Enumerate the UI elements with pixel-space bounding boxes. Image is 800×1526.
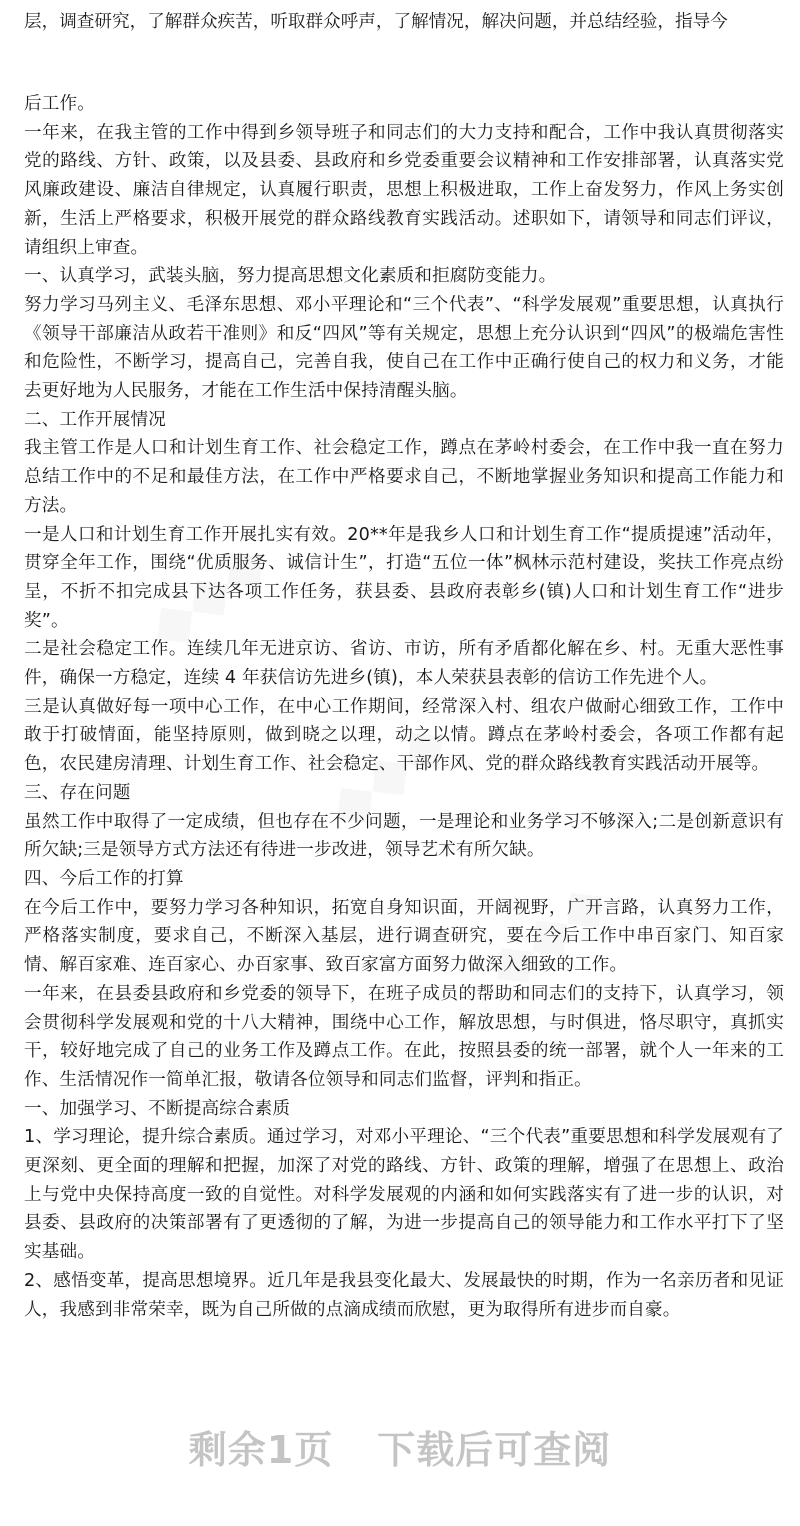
watermark: ◆◆◆ [133,526,281,662]
section-heading: 三、存在问题 [24,782,131,803]
download-prompt-banner[interactable] [0,1420,800,1480]
paragraph: 二是社会稳定工作。连续几年无进京访、省访、市访，所有矛盾都化解在乡、村。无重大恶性事件，确保一方稳定，连续 4 年获信访先进乡(镇)，本人荣获县表彰的信访工作先进个人。 [24,639,784,689]
paragraph: 1、学习理论，提升综合素质。通过学习，对邓小平理论、“三个代表”重要思想和科学发展观有了更深刻、更全面的理解和把握，加深了对党的路线、方针、政策的理解，增强了在思想上、政治上与党中央保持高度一致的自觉性。对科学发展观的内涵和如何实践落实有了进一步的认识，对县委、县政府的决策部署有了更透彻的了解，为进一步提高自己的领导能力和工作水平打下了坚实基础。 [24,1127,784,1263]
paragraph: 三是认真做好每一项中心工作，在中心工作期间，经常深入村、组农户做耐心细致工作，工作中敢于打破情面，能坚持原则，做到晓之以理，动之以情。蹲点在茅岭村委会，各项工作都有起色，农民建房清理、计划生育工作、社会稳定、干部作风、党的群众路线教育实践活动开展等。 [24,696,784,775]
remaining-pages-label: 剩余1页 [188,1428,334,1472]
section-heading: 一、认真学习，武装头脑，努力提高思想文化素质和拒腐防变能力。 [24,266,557,287]
section-heading: 二、工作开展情况 [24,409,166,430]
paragraph: 我主管工作是人口和计划生育工作、社会稳定工作，蹲点在茅岭村委会，在工作中我一直在努力总结工作中的不足和最佳方法，在工作中严格要求自己，不断地掌握业务知识和提高工作能力和方法。 [24,438,784,516]
paragraph: 后工作。 [24,94,95,114]
watermark: ◆◆◆ [313,706,461,842]
download-to-view-label: 下载后可查阅 [377,1428,612,1472]
paragraph: 一年来，在县委县政府和乡党委的领导下，在班子成员的帮助和同志们的支持下，认真学习，领会贯彻科学发展观和党的十八大精神，围绕中心工作，解放思想，与时俱进，恪尽职守，真抓实干，较好地完成了自己的业务工作及蹲点工作。在此，按照县委的统一部署，就个人一年来的工作、生活情况作一简单汇报，敬请各位领导和同志们监督，评判和指正。 [24,983,784,1090]
section-heading: 四、今后工作的打算 [24,868,184,889]
paragraph: 2、感悟变革，提高思想境界。近几年是我县变化最大、发展最快的时期，作为一名亲历者和见证人，我感到非常荣幸，既为自己所做的点滴成绩而欣慰，更为取得所有进步而自豪。 [24,1270,784,1320]
paragraph: 在今后工作中，要努力学习各种知识，拓宽自身知识面，开阔视野，广开言路，认真努力工作，严格落实制度，要求自己，不断深入基层，进行调查研究，要在今后工作中串百家门、知百家情、解百家难、连百家心、办百家事、致百家富方面努力做深入细致的工作。 [24,897,784,976]
paragraph: 一年来，在我主管的工作中得到乡领导班子和同志们的大力支持和配合，工作中我认真贯彻落实党的路线、方针、政策，以及县委、县政府和乡党委重要会议精神和工作安排部署，认真落实党风廉政建设、廉洁自律规定，认真履行职责，思想上积极进取，工作上奋发努力，作风上务实创新，生活上严格要求，积极开展党的群众路线教育实践活动。述职如下，请领导和同志们评议，请组织上审查。 [24,122,784,258]
top-text-line: 层，调查研究，了解群众疾苦，听取群众呼声，了解情况，解决问题，并总结经验，指导今 [24,12,728,32]
paragraph: 一是人口和计划生育工作开展扎实有效。20**年是我乡人口和计划生育工作“提质提速”活动年，贯穿全年工作，围绕“优质服务、诚信计生”，打造“五位一体”枫林示范村建设，奖扶工作亮点纷呈，不折不扣完成县下达各项工作任务，获县委、县政府表彰乡(镇)人口和计划生育工作“进步奖”。 [24,524,784,631]
section-heading: 一、加强学习、不断提高综合素质 [24,1098,291,1119]
document-body [24,90,784,1324]
watermark: ◆◆◆ [473,866,621,1002]
paragraph: 努力学习马列主义、毛泽东思想、邓小平理论和“三个代表”、“科学发展观”重要思想，认真执行《领导干部廉洁从政若干准则》和反“四风”等有关规定，思想上充分认识到“四风”的极端危害性和危险性，不断学习，提高自己，完善自我，使自己在工作中正确行使自己的权力和义务，才能去更好地为人民服务，才能在工作生活中保持清醒头脑。 [24,294,784,402]
paragraph: 虽然工作中取得了一定成绩，但也存在不少问题，一是理论和业务学习不够深入;二是创新意识有所欠缺;三是领导方式方法还有待进一步改进，领导艺术有所欠缺。 [24,811,784,861]
